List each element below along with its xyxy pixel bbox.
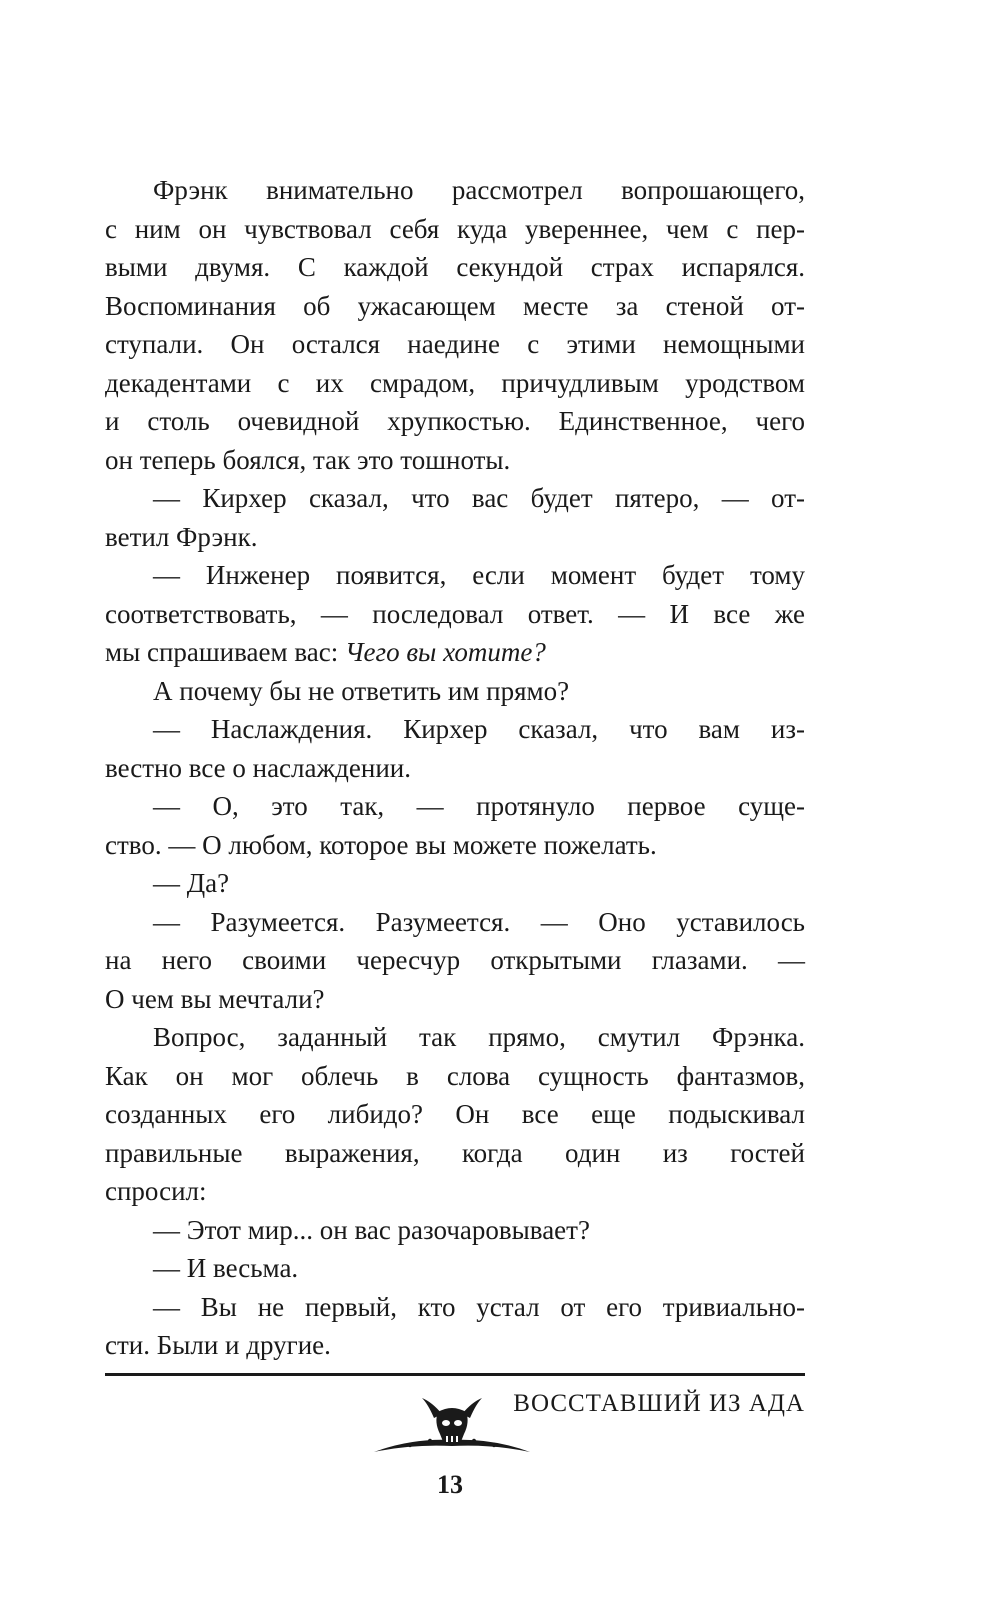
text-line xyxy=(105,864,805,903)
text-line xyxy=(105,402,805,441)
text-line-content: Как он мог облечь в слова сущность фантазмов, xyxy=(105,1060,805,1091)
text-line xyxy=(105,980,805,1019)
text-line xyxy=(105,479,805,518)
text-line-content: декадентами с их смрадом, причудливым уродством xyxy=(105,367,805,398)
horned-skull-icon xyxy=(372,1390,532,1470)
text-line xyxy=(105,1249,805,1288)
text-line-content: Воспоминания об ужасающем месте за стеной от- xyxy=(105,290,805,321)
page-number: 13 xyxy=(437,1470,463,1499)
text-line xyxy=(105,787,805,826)
text-line-content: вестно все о наслаждении. xyxy=(105,752,411,783)
text-line xyxy=(105,210,805,249)
text-line-content: соответствовать, — последовал ответ. — И все же xyxy=(105,598,805,629)
text-line-content: правильные выражения, когда один из гостей xyxy=(105,1137,805,1168)
text-line xyxy=(105,941,805,980)
running-title: ВОССТАВШИЙ ИЗ АДА xyxy=(513,1390,805,1417)
text-line xyxy=(105,1326,805,1365)
text-line-content: спросил: xyxy=(105,1176,207,1206)
text-line xyxy=(105,1095,805,1134)
text-line xyxy=(105,903,805,942)
text-line xyxy=(105,749,805,788)
text-line xyxy=(105,826,805,865)
text-line-content: Вопрос, заданный так прямо, смутил Фрэнка. xyxy=(153,1022,805,1052)
text-line-content: созданных его либидо? Он все еще подыскивал xyxy=(105,1099,805,1129)
text-line xyxy=(105,287,805,326)
text-line xyxy=(105,248,805,287)
text-line-content: — Наслаждения. Кирхер сказал, что вам из- xyxy=(153,714,805,744)
text-line xyxy=(105,1172,805,1211)
text-line-content: ветил Фрэнк. xyxy=(105,521,258,552)
text-line-content: — О, это так, — протянуло первое суще- xyxy=(153,791,805,821)
text-line-content: — Вы не первый, кто устал от его тривиально- xyxy=(153,1291,805,1322)
page-body xyxy=(105,171,805,1365)
text-line xyxy=(105,364,805,403)
text-line xyxy=(105,710,805,749)
italic-phrase: Чего вы хотите? xyxy=(344,637,546,667)
text-line xyxy=(105,595,805,634)
text-line-content: он теперь боялся, так это тошноты. xyxy=(105,444,511,475)
footer-rule xyxy=(105,1373,805,1376)
text-line-content: А почему бы не ответить им прямо? xyxy=(153,675,570,706)
text-line-content: — Кирхер сказал, что вас будет пятеро, — от- xyxy=(153,483,805,513)
text-line-content: ступали. Он остался наедине с этими немощными xyxy=(105,329,805,359)
text-line xyxy=(105,171,805,210)
text-line-content: — И весьма. xyxy=(153,1253,299,1283)
text-line xyxy=(105,441,805,480)
text-line xyxy=(105,556,805,595)
text-line xyxy=(105,672,805,711)
text-line-content: сти. Были и другие. xyxy=(105,1330,331,1360)
text-line xyxy=(105,1288,805,1327)
text-line-content: — Да? xyxy=(153,868,230,898)
text-line-content: на него своими чересчур открытыми глазами. — xyxy=(105,945,805,975)
text-line-content: мы спрашиваем вас: xyxy=(105,637,345,667)
text-line xyxy=(105,518,805,557)
text-line-content: — Инженер появится, если момент будет тому xyxy=(153,560,805,590)
text-line xyxy=(105,1134,805,1173)
text-line xyxy=(105,633,805,672)
text-line-content: ство. — О любом, которое вы можете пожелать. xyxy=(105,829,657,860)
text-line-content: — Разумеется. Разумеется. — Оно уставилось xyxy=(153,906,805,937)
text-line-content: и столь очевидной хрупкостью. Единственное, чего xyxy=(105,406,805,436)
text-line-content: с ним он чувствовал себя куда увереннее, чем с пер- xyxy=(105,213,805,244)
text-line-content: — Этот мир... он вас разочаровывает? xyxy=(153,1214,590,1245)
text-line-content: выми двумя. С каждой секундой страх испарялся. xyxy=(105,252,805,282)
text-line-content: О чем вы мечтали? xyxy=(105,983,325,1014)
text-line xyxy=(105,325,805,364)
text-line xyxy=(105,1018,805,1057)
text-line xyxy=(105,1057,805,1096)
text-line xyxy=(105,1211,805,1250)
text-line-content: Фрэнк внимательно рассмотрел вопрошающего, xyxy=(153,175,805,205)
